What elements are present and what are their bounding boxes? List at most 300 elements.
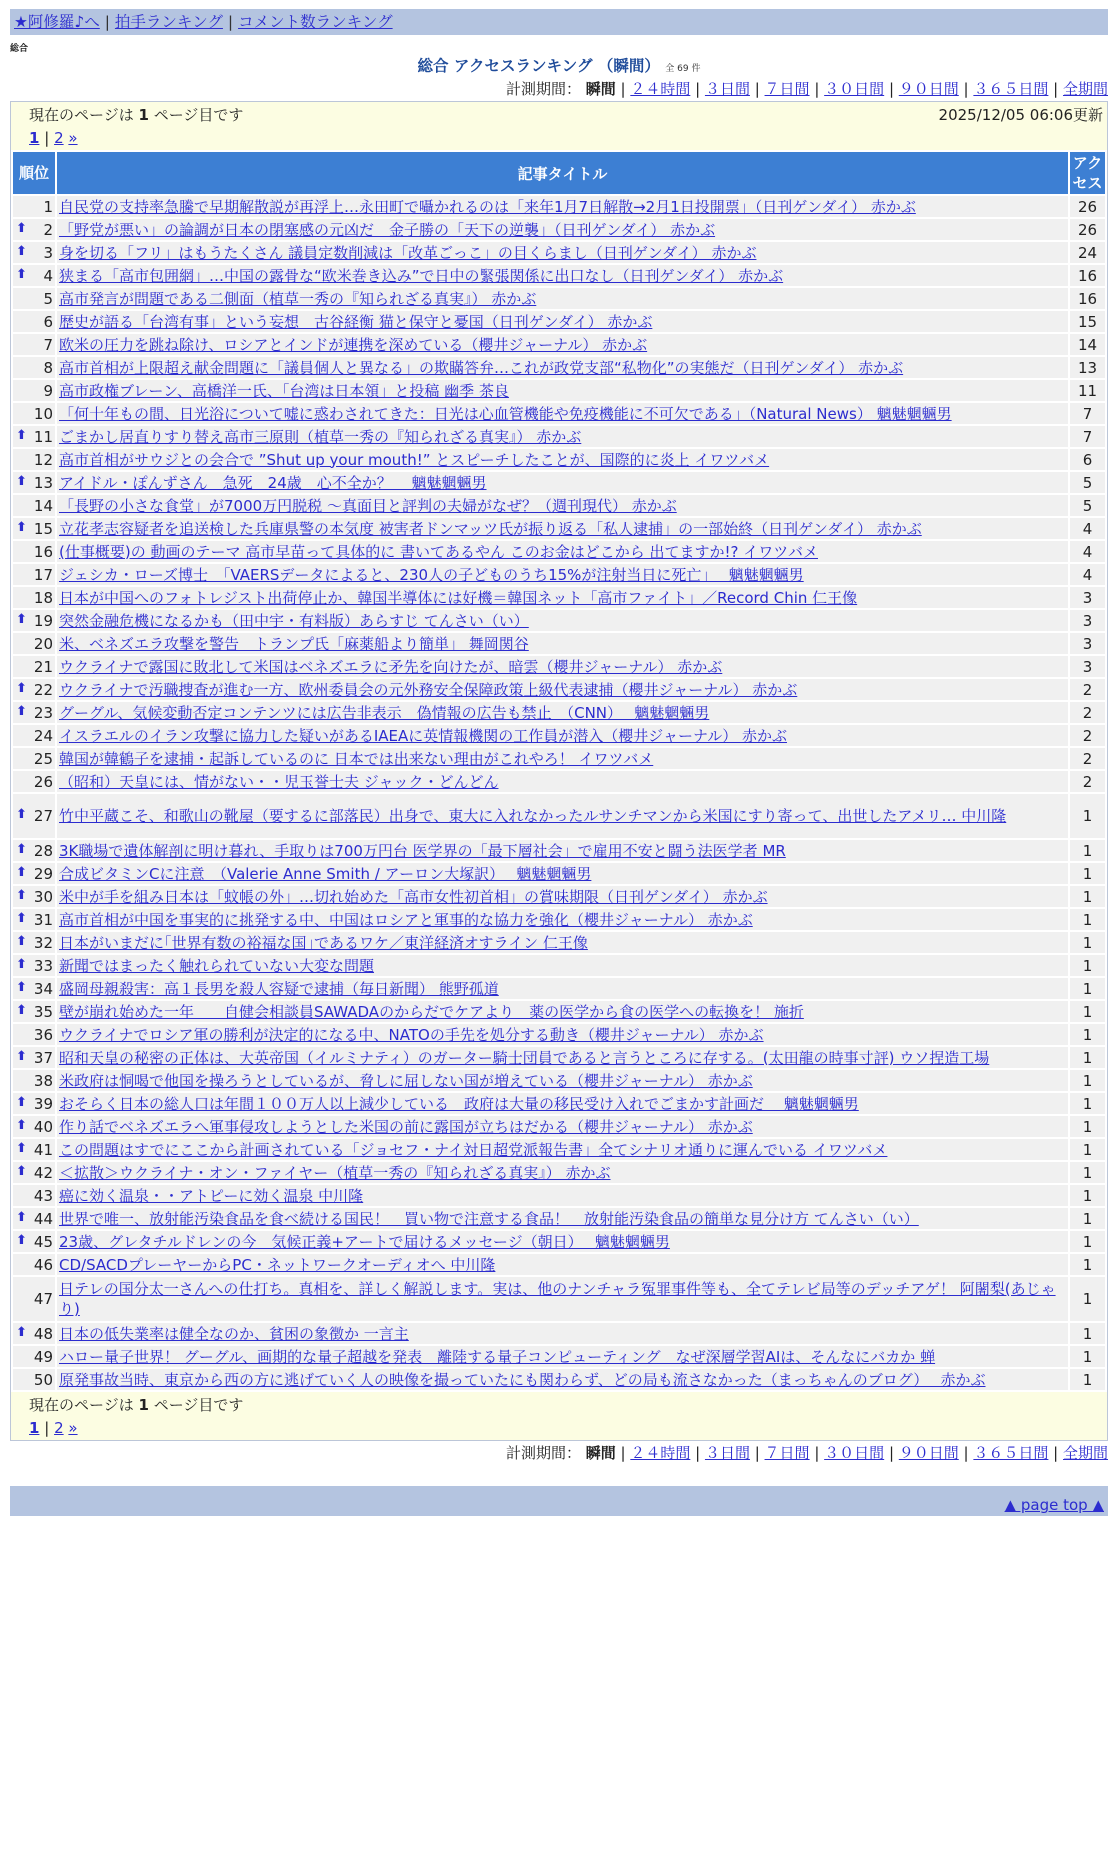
access-count: 1	[1070, 955, 1105, 976]
rank-cell	[13, 1346, 55, 1367]
rank-number: 14	[33, 496, 53, 515]
page-2-link[interactable]: 2	[54, 129, 64, 147]
table-row	[13, 1208, 1105, 1229]
page-title-text: 総合 アクセスランキング （瞬間）	[417, 57, 660, 75]
rank-number: 13	[33, 473, 53, 492]
clap-ranking-link[interactable]: 拍手ランキング	[114, 13, 223, 31]
table-row	[13, 518, 1105, 539]
table-row	[13, 679, 1105, 700]
title-cell	[57, 1139, 1068, 1160]
period-selector-bottom	[10, 1441, 1108, 1465]
table-row	[13, 1231, 1105, 1252]
rank-number: 11	[33, 427, 53, 446]
rank-cell	[13, 311, 55, 332]
rank-cell	[13, 449, 55, 470]
page-status-prefix: 現在のページは	[29, 1396, 134, 1414]
period-link-0[interactable]: ２４時間	[630, 80, 691, 98]
rank-up-arrow-icon: ⬆	[16, 266, 27, 282]
rank-cell	[13, 1070, 55, 1091]
rank-cell	[13, 978, 55, 999]
updated-timestamp: 2025/12/05 06:06更新	[938, 106, 1103, 124]
article-link[interactable]: ハロー量子世界！ グーグル、画期的な量子超越を発表 離陸する量子コンピューティング なぜ深層学習AIは、そんなにバカか 蝉	[59, 1347, 936, 1366]
period-label: 計測期間：	[505, 80, 586, 98]
article-link[interactable]: 狭まる「高市包囲網」…中国の露骨な“欧米巻き込み”で日中の緊張関係に出口なし（日刊ゲンダイ） 赤かぶ	[59, 266, 784, 285]
rank-number: 22	[33, 680, 53, 699]
title-cell	[57, 495, 1068, 516]
title-cell	[57, 955, 1068, 976]
rank-up-arrow-icon: ⬆	[16, 1209, 27, 1225]
title-cell	[57, 265, 1068, 286]
comment-ranking-link[interactable]: コメント数ランキング	[238, 13, 393, 31]
access-count: 1	[1070, 886, 1105, 907]
access-count: 1	[1070, 1277, 1105, 1321]
article-link[interactable]: 歴史が語る「台湾有事」という妄想 古谷経衡 猫と保守と憂国（日刊ゲンダイ） 赤かぶ	[59, 312, 653, 331]
title-cell	[57, 219, 1068, 240]
article-link[interactable]: おそらく日本の総人口は年間１００万人以上減少している 政府は大量の移民受け入れでごまかす計画だ 魑魅魍魎男	[59, 1094, 859, 1113]
article-link[interactable]: グーグル、気候変動否定コンテンツには広告非表示 偽情報の広告も禁止 （CNN） 魑魅魍魎男	[59, 703, 710, 722]
title-cell	[57, 702, 1068, 723]
rank-number: 2	[43, 220, 53, 239]
rank-cell	[13, 1208, 55, 1229]
rank-up-arrow-icon: ⬆	[16, 910, 27, 926]
page-1-link[interactable]: 1	[29, 1419, 40, 1437]
period-separator: |	[690, 1444, 705, 1462]
article-link[interactable]: 立花孝志容疑者を追送検した兵庫県警の本気度 被害者ドンマッツ氏が振り返る「私人逮捕」の一部始終（日刊ゲンダイ） 赤かぶ	[59, 519, 922, 538]
title-cell	[57, 633, 1068, 654]
rank-number: 44	[33, 1209, 53, 1228]
rank-up-arrow-icon: ⬆	[16, 703, 27, 719]
nav-separator: |	[227, 13, 234, 31]
access-count: 26	[1070, 219, 1105, 240]
title-cell	[57, 587, 1068, 608]
title-cell	[57, 426, 1068, 447]
rank-number: 42	[33, 1163, 53, 1182]
page-footer	[11, 1392, 1107, 1417]
article-link[interactable]: 自民党の支持率急騰で早期解散説が再浮上…永田町で囁かれるのは「来年1月7日解散→2月1日投開票」（日刊ゲンダイ） 赤かぶ	[59, 197, 916, 216]
rank-up-arrow-icon: ⬆	[16, 1048, 27, 1064]
rank-cell	[13, 1323, 55, 1344]
rank-up-arrow-icon: ⬆	[16, 1140, 27, 1156]
rank-number: 34	[33, 979, 53, 998]
article-link[interactable]: 昭和天皇の秘密の正体は、大英帝国（イルミナティ）のガーター騎士団員であると言うところに存する。(太田龍の時事寸評) ウソ捏造工場	[59, 1048, 990, 1067]
table-row	[13, 1093, 1105, 1114]
rank-number: 21	[33, 657, 53, 676]
article-link[interactable]: 「長野の小さな食堂」が7000万円脱税 ～真面目と評判の夫婦がなぜ？（週刊現代） 赤かぶ	[59, 496, 677, 515]
rank-cell	[13, 840, 55, 861]
article-link[interactable]: 米中が手を組み日本は「蚊帳の外」…切れ始めた「高市女性初首相」の賞味期限（日刊ゲンダイ） 赤かぶ	[59, 887, 768, 906]
pager-top	[11, 127, 1107, 150]
article-link[interactable]: （昭和）天皇には、情がない・・児玉誉士夫 ジャック・どんどん	[59, 772, 499, 791]
table-row	[13, 863, 1105, 884]
article-link[interactable]: 新聞ではまったく触れられていない大変な問題	[59, 956, 375, 975]
access-count: 11	[1070, 380, 1105, 401]
article-link[interactable]: 日テレの国分太一さんへの仕打ち。真相を、詳しく解説します。実は、他のナンチャラ冤罪事件等も、全てテレビ局等のデッチアゲ！ 阿闍梨(あじゃり)	[59, 1280, 1056, 1318]
next-page-link[interactable]: »	[68, 1419, 78, 1437]
rank-cell	[13, 610, 55, 631]
access-count: 2	[1070, 725, 1105, 746]
rank-up-arrow-icon: ⬆	[16, 979, 27, 995]
access-count: 3	[1070, 633, 1105, 654]
article-link[interactable]: 身を切る「フリ」はもうたくさん 議員定数削減は「改革ごっこ」の目くらまし（日刊ゲンダイ） 赤かぶ	[59, 243, 757, 262]
rank-number: 31	[33, 910, 53, 929]
rank-number: 24	[33, 726, 53, 745]
article-link[interactable]: ウクライナでロシア軍の勝利が決定的になる中、NATOの手先を処分する動き（櫻井ジャーナル） 赤かぶ	[59, 1025, 764, 1044]
period-separator: |	[1048, 80, 1063, 98]
access-count: 1	[1070, 1093, 1105, 1114]
rank-number: 26	[33, 772, 53, 791]
article-link[interactable]: 米政府は恫喝で他国を操ろうとしているが、脅しに屈しない国が増えている（櫻井ジャーナル） 赤かぶ	[59, 1071, 753, 1090]
article-link[interactable]: 高市首相がサウジとの会合で ”Shut up your mouth!” とスピーチしたことが、国際的に炎上 イワツバメ	[59, 450, 770, 469]
access-count: 1	[1070, 1047, 1105, 1068]
page-status	[29, 104, 243, 127]
total-count: 全 69 件	[665, 64, 701, 74]
period-link-4[interactable]: ９０日間	[898, 80, 959, 98]
article-link[interactable]: 日本がいまだに｢世界有数の裕福な国｣であるワケ／東洋経済オすライン 仁王像	[59, 933, 588, 952]
rank-number: 32	[33, 933, 53, 952]
rank-up-arrow-icon: ⬆	[16, 427, 27, 443]
col-rank-header: 順位	[13, 152, 55, 194]
article-link[interactable]: ジェシカ・ローズ博士 「VAERSデータによると、230人の子どものうち15%が注射当日に死亡」 魑魅魍魎男	[59, 565, 804, 584]
title-cell	[57, 518, 1068, 539]
article-link[interactable]: ごまかし居直りすり替え高市三原則（植草一秀の『知られざる真実』） 赤かぶ	[59, 427, 582, 446]
table-row	[13, 265, 1105, 286]
page-status-num: 1	[138, 1396, 149, 1414]
article-link[interactable]: 高市発言が問題である二側面（植草一秀の『知られざる真実』） 赤かぶ	[59, 289, 537, 308]
rank-up-arrow-icon: ⬆	[16, 680, 27, 696]
period-separator: |	[1048, 1444, 1063, 1462]
period-separator: |	[809, 80, 825, 98]
period-separator: |	[809, 1444, 825, 1462]
table-row	[13, 288, 1105, 309]
article-link[interactable]: アイドル・ぽんずさん 急死 24歳 心不全か？ 魑魅魍魎男	[59, 473, 487, 492]
rank-up-arrow-icon: ⬆	[16, 1232, 27, 1248]
rank-cell	[13, 1093, 55, 1114]
article-link[interactable]: 高市首相が中国を事実的に挑発する中、中国はロシアと軍事的な協力を強化（櫻井ジャーナル） 赤かぶ	[59, 910, 753, 929]
period-separator: |	[690, 80, 705, 98]
period-link-5[interactable]: ３６５日間	[973, 80, 1049, 98]
period-separator: |	[749, 1444, 765, 1462]
article-link[interactable]: 日本が中国へのフォトレジスト出荷停止か、韓国半導体には好機＝韓国ネット「高市ファイト」／Record Chin 仁王像	[59, 588, 858, 607]
article-link[interactable]: ウクライナで露国に敗北して米国はベネズエラに矛先を向けたが、暗雲（櫻井ジャーナル） 赤かぶ	[59, 657, 723, 676]
rank-cell	[13, 1139, 55, 1160]
article-link[interactable]: 世界で唯一、放射能汚染食品を食べ続ける国民！ 買い物で注意する食品！ 放射能汚染食品の簡単な見分け方 てんさい（い）	[59, 1209, 919, 1228]
rank-cell	[13, 334, 55, 355]
period-link-6[interactable]: 全期間	[1062, 80, 1108, 98]
access-count: 1	[1070, 1323, 1105, 1344]
period-separator: |	[749, 80, 765, 98]
page-1-link[interactable]: 1	[29, 129, 40, 147]
title-cell	[57, 1346, 1068, 1367]
access-count: 1	[1070, 1001, 1105, 1022]
period-link-6[interactable]: 全期間	[1062, 1444, 1108, 1462]
rank-number: 45	[33, 1232, 53, 1251]
rank-number: 19	[33, 611, 53, 630]
rank-up-arrow-icon: ⬆	[16, 1094, 27, 1110]
rank-number: 43	[33, 1186, 53, 1205]
rank-number: 6	[43, 312, 53, 331]
pager-bottom	[11, 1417, 1107, 1440]
rank-up-arrow-icon: ⬆	[16, 864, 27, 880]
rank-cell	[13, 932, 55, 953]
home-link[interactable]: ★阿修羅♪へ	[14, 13, 100, 31]
rank-cell	[13, 1231, 55, 1252]
rank-number: 4	[43, 266, 53, 285]
ranking-box	[10, 101, 1108, 1441]
title-cell	[57, 334, 1068, 355]
article-link[interactable]: 竹中平蔵こそ、和歌山の靴屋（要するに部落民）出身で、東大に入れなかったルサンチマンから米国にすり寄って、出世したアメリ… 中川隆	[59, 807, 1007, 825]
page-status-prefix: 現在のページは	[29, 106, 134, 124]
title-cell	[57, 1231, 1068, 1252]
period-link-3[interactable]: ３０日間	[824, 80, 885, 98]
article-link[interactable]: 「野党が悪い」の論調が日本の閉塞感の元凶だ 金子勝の「天下の逆襲」（日刊ゲンダイ） 赤かぶ	[59, 220, 716, 239]
rank-cell	[13, 679, 55, 700]
title-cell	[57, 932, 1068, 953]
page-2-link[interactable]: 2	[54, 1419, 64, 1437]
title-cell	[57, 679, 1068, 700]
rank-cell	[13, 518, 55, 539]
title-cell	[57, 1070, 1068, 1091]
article-link[interactable]: この問題はすでにここから計画されている「ジョセフ・ナイ対日超党派報告書」全てシナリオ通りに運んでいる イワツバメ	[59, 1140, 888, 1159]
rank-up-arrow-icon: ⬆	[16, 473, 27, 489]
article-link[interactable]: CD/SACDプレーヤーからPC・ネットワークオーディオへ 中川隆	[59, 1255, 496, 1274]
table-row	[13, 955, 1105, 976]
article-link[interactable]: 米、ベネズエラ攻撃を警告 トランプ氏「麻薬船より簡単」 舞岡関谷	[59, 634, 529, 653]
article-link[interactable]: ＜拡散＞ウクライナ・オン・ファイヤー（植草一秀の『知られざる真実』） 赤かぶ	[59, 1163, 611, 1182]
rank-number: 49	[33, 1347, 53, 1366]
access-count: 7	[1070, 403, 1105, 424]
rank-number: 18	[33, 588, 53, 607]
access-count: 5	[1070, 472, 1105, 493]
rank-number: 30	[33, 887, 53, 906]
access-count: 7	[1070, 426, 1105, 447]
article-link[interactable]: 盛岡母親殺害：高１長男を殺人容疑で逮捕（毎日新聞） 熊野孤道	[59, 979, 499, 998]
table-row	[13, 1070, 1105, 1091]
period-separator: |	[958, 1444, 974, 1462]
page-status-suffix: ページ目です	[153, 1396, 244, 1414]
rank-up-arrow-icon: ⬆	[16, 841, 27, 857]
rank-cell	[13, 1162, 55, 1183]
rank-cell	[13, 1185, 55, 1206]
period-link-2[interactable]: ７日間	[764, 80, 810, 98]
access-count: 3	[1070, 587, 1105, 608]
title-cell	[57, 1369, 1068, 1390]
article-link[interactable]: ウクライナで汚職捜査が進む一方、欧州委員会の元外務安全保障政策上級代表逮捕（櫻井ジャーナル） 赤かぶ	[59, 680, 798, 699]
rank-cell	[13, 426, 55, 447]
rank-cell	[13, 1024, 55, 1045]
article-link[interactable]: 欧米の圧力を跳ね除け、ロシアとインドが連携を深めている（櫻井ジャーナル） 赤かぶ	[59, 335, 648, 354]
table-row	[13, 1254, 1105, 1275]
rank-number: 47	[33, 1290, 53, 1308]
table-row	[13, 909, 1105, 930]
access-count: 3	[1070, 610, 1105, 631]
access-count: 16	[1070, 288, 1105, 309]
rank-cell	[13, 771, 55, 792]
rank-number: 16	[33, 542, 53, 561]
title-cell	[57, 1001, 1068, 1022]
rank-cell	[13, 495, 55, 516]
article-link[interactable]: 日本の低失業率は健全なのか、貧困の象徴か 一言主	[59, 1324, 409, 1343]
rank-number: 37	[33, 1048, 53, 1067]
rank-number: 39	[33, 1094, 53, 1113]
rank-cell	[13, 472, 55, 493]
title-cell	[57, 288, 1068, 309]
table-row	[13, 380, 1105, 401]
access-count: 1	[1070, 1070, 1105, 1091]
table-row	[13, 1116, 1105, 1137]
rank-cell	[13, 219, 55, 240]
rank-up-arrow-icon: ⬆	[16, 956, 27, 972]
rank-number: 33	[33, 956, 53, 975]
title-cell	[57, 1162, 1068, 1183]
rank-number: 7	[43, 335, 53, 354]
rank-cell	[13, 863, 55, 884]
title-cell	[57, 541, 1068, 562]
article-link[interactable]: 突然金融危機になるかも（田中宇・有料版）あらすじ てんさい（い）	[59, 611, 529, 630]
table-row	[13, 334, 1105, 355]
rank-number: 25	[33, 749, 53, 768]
rank-up-arrow-icon: ⬆	[16, 1002, 27, 1018]
period-link-2[interactable]: ７日間	[764, 1444, 810, 1462]
article-link[interactable]: 高市首相が上限超え献金問題に「議員個人と異なる」の欺瞞答弁…これが政党支部“私物化”の実態だ（日刊ゲンダイ） 赤かぶ	[59, 358, 904, 377]
rank-number: 10	[33, 404, 53, 423]
rank-up-arrow-icon: ⬆	[16, 611, 27, 627]
access-count: 1	[1070, 1208, 1105, 1229]
rank-number: 12	[33, 450, 53, 469]
article-link[interactable]: 癌に効く温泉・・アトピーに効く温泉 中川隆	[59, 1186, 364, 1205]
col-title-header: 記事タイトル	[57, 152, 1068, 194]
period-link-1[interactable]: ３日間	[704, 80, 750, 98]
table-row	[13, 541, 1105, 562]
access-count: 2	[1070, 702, 1105, 723]
access-count: 1	[1070, 794, 1105, 838]
rank-number: 35	[33, 1002, 53, 1021]
title-cell	[57, 610, 1068, 631]
article-link[interactable]: 3K職場で遺体解剖に明け暮れ、手取りは700万円台 医学界の「最下層社会」で雇用不安と闘う法医学者 MR	[59, 841, 786, 860]
access-count: 2	[1070, 748, 1105, 769]
table-header-row	[13, 152, 1105, 194]
period-link-1[interactable]: ３日間	[704, 1444, 750, 1462]
title-cell	[57, 1323, 1068, 1344]
table-row	[13, 610, 1105, 631]
rank-cell	[13, 357, 55, 378]
access-count: 15	[1070, 311, 1105, 332]
access-count: 1	[1070, 1162, 1105, 1183]
article-link[interactable]: 高市政権ブレーン、高橋洋一氏、「台湾は日本領」と投稿 幽季 茶良	[59, 381, 509, 400]
article-link[interactable]: 「何十年もの間、日光浴について嘘に惑わされてきた：日光は心血管機能や免疫機能に不可欠である」（Natural News） 魑魅魍魎男	[59, 404, 952, 423]
access-count: 1	[1070, 909, 1105, 930]
table-row	[13, 403, 1105, 424]
rank-number: 1	[43, 197, 53, 216]
access-count: 4	[1070, 518, 1105, 539]
rank-cell	[13, 541, 55, 562]
rank-number: 41	[33, 1140, 53, 1159]
access-count: 1	[1070, 863, 1105, 884]
table-row	[13, 1047, 1105, 1068]
rank-cell	[13, 1369, 55, 1390]
article-link[interactable]: 壁が崩れ始めた一年 自健会相談員SAWADAのからだでケアより 薬の医学から食の医学への転換を！ 施折	[59, 1002, 804, 1021]
title-cell	[57, 357, 1068, 378]
table-row	[13, 587, 1105, 608]
title-cell	[57, 1277, 1068, 1321]
rank-cell	[13, 909, 55, 930]
period-label: 計測期間：	[505, 1444, 586, 1462]
access-count: 1	[1070, 1024, 1105, 1045]
period-link-5[interactable]: ３６５日間	[973, 1444, 1049, 1462]
rank-cell	[13, 955, 55, 976]
article-link[interactable]: 作り話でベネズエラへ軍事侵攻しようとした米国の前に露国が立ちはだかる（櫻井ジャーナル） 赤かぶ	[59, 1117, 753, 1136]
rank-cell	[13, 380, 55, 401]
table-row	[13, 978, 1105, 999]
period-link-4[interactable]: ９０日間	[898, 1444, 959, 1462]
table-row	[13, 472, 1105, 493]
top-nav	[10, 9, 1108, 35]
rank-cell	[13, 1001, 55, 1022]
access-count: 1	[1070, 1254, 1105, 1275]
rank-cell	[13, 242, 55, 263]
rank-up-arrow-icon: ⬆	[16, 220, 27, 236]
access-count: 3	[1070, 656, 1105, 677]
article-link[interactable]: 原発事故当時、東京から西の方に逃げていく人の映像を撮っていたにも関わらず、どの局も流さなかった（まっちゃんのブログ） 赤かぶ	[59, 1370, 986, 1389]
rank-number: 9	[43, 381, 53, 400]
title-cell	[57, 403, 1068, 424]
access-count: 1	[1070, 932, 1105, 953]
article-link[interactable]: 韓国が韓鶴子を逮捕・起訴しているのに 日本では出来ない理由がこれやろ！ イワツバメ	[59, 749, 654, 768]
title-cell	[57, 1254, 1068, 1275]
pager-separator: |	[44, 129, 50, 147]
rank-number: 28	[33, 841, 53, 860]
title-cell	[57, 840, 1068, 861]
rank-cell	[13, 564, 55, 585]
article-link[interactable]: 合成ビタミンCに注意 （Valerie Anne Smith / アーロン大塚訳） 魑魅魍魎男	[59, 864, 592, 883]
next-page-link[interactable]: »	[68, 129, 78, 147]
title-cell	[57, 196, 1068, 217]
period-link-3[interactable]: ３０日間	[824, 1444, 885, 1462]
title-cell	[57, 380, 1068, 401]
rank-up-arrow-icon: ⬆	[16, 243, 27, 259]
rank-cell	[13, 288, 55, 309]
page-top-link[interactable]: ▲ page top ▲	[1004, 1496, 1104, 1514]
table-row	[13, 1346, 1105, 1367]
article-link[interactable]: (仕事概要)の 動画のテーマ 高市早苗って具体的に 書いてあるやん このお金はどこから 出てますか!? イワツバメ	[59, 542, 818, 561]
access-count: 1	[1070, 1116, 1105, 1137]
title-cell	[57, 863, 1068, 884]
rank-cell	[13, 1047, 55, 1068]
table-row	[13, 1277, 1105, 1321]
rank-number: 50	[33, 1370, 53, 1389]
page-header	[11, 102, 1107, 127]
rank-number: 17	[33, 565, 53, 584]
rank-cell	[13, 196, 55, 217]
rank-number: 5	[43, 289, 53, 308]
rank-up-arrow-icon: ⬆	[16, 933, 27, 949]
rank-cell	[13, 633, 55, 654]
title-cell	[57, 1185, 1068, 1206]
access-count: 24	[1070, 242, 1105, 263]
period-link-0[interactable]: ２４時間	[630, 1444, 691, 1462]
access-count: 2	[1070, 771, 1105, 792]
rank-number: 8	[43, 358, 53, 377]
period-separator: |	[884, 80, 899, 98]
rank-up-arrow-icon: ⬆	[16, 887, 27, 903]
ranking-table	[11, 150, 1107, 1392]
table-row	[13, 886, 1105, 907]
article-link[interactable]: イスラエルのイラン攻撃に協力した疑いがあるIAEAに英情報機関の工作員が潜入（櫻井ジャーナル） 赤かぶ	[59, 726, 787, 745]
table-row	[13, 840, 1105, 861]
access-count: 2	[1070, 679, 1105, 700]
table-row	[13, 426, 1105, 447]
article-link[interactable]: 23歳、グレタチルドレンの今 気候正義+アートで届けるメッセージ（朝日） 魑魅魍魎男	[59, 1232, 670, 1251]
access-count: 5	[1070, 495, 1105, 516]
